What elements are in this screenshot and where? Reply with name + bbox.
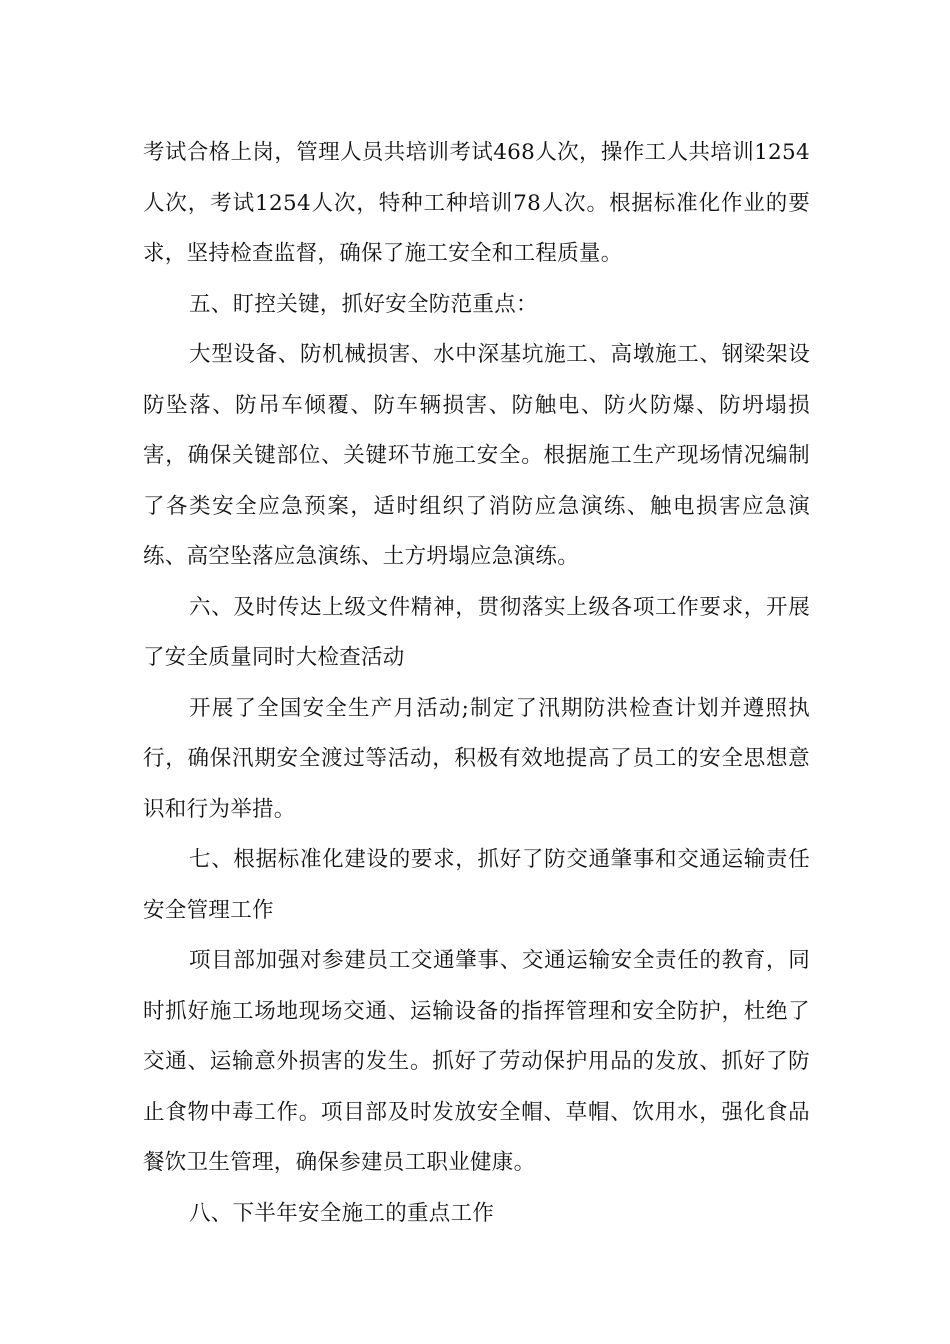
heading-section-eight: 八、下半年安全施工的重点工作 [189, 1200, 495, 1226]
paragraph-safety-month: 开展了全国安全生产月活动;制定了汛期防洪检查计划并遵照执行，确保汛期安全渡过等活动，积极有效地提高了员工的安全思想意识和行为举措。 [143, 695, 810, 822]
paragraph-training-results: 考试合格上岗，管理人员共培训考试468人次，操作工人共培训1254人次，考试1254人次，特种工种培训78人次。根据标准化作业的要求，坚持检查监督，确保了施工安全和工程质量。 [143, 140, 810, 266]
paragraph-traffic-safety: 项目部加强对参建员工交通肇事、交通运输安全责任的教育，同时抓好施工场地现场交通、运输设备的指挥管理和安全防护，杜绝了交通、运输意外损害的发生。抓好了劳动保护用品的发放、抓好了防止食物中毒工作。项目部及时发放安全帽、草帽、饮用水，强化食品餐饮卫生管理，确保参建员工职业健康。 [143, 948, 810, 1175]
heading-section-five: 五、盯控关键，抓好安全防范重点： [189, 291, 538, 317]
paragraph-key-risks: 大型设备、防机械损害、水中深基坑施工、高墩施工、钢梁架设防坠落、防吊车倾覆、防车辆损害、防触电、防火防爆、防坍塌损害，确保关键部位、关键环节施工安全。根据施工生产现场情况编制了各类安全应急预案，适时组织了消防应急演练、触电损害应急演练、高空坠落应急演练、土方坍塌应急演练。 [143, 342, 810, 569]
heading-section-six: 六、及时传达上级文件精神，贯彻落实上级各项工作要求，开展了安全质量同时大检查活动 [143, 594, 810, 670]
heading-section-seven: 七、根据标准化建设的要求，抓好了防交通肇事和交通运输责任安全管理工作 [143, 847, 810, 923]
document-body [143, 128, 810, 1239]
